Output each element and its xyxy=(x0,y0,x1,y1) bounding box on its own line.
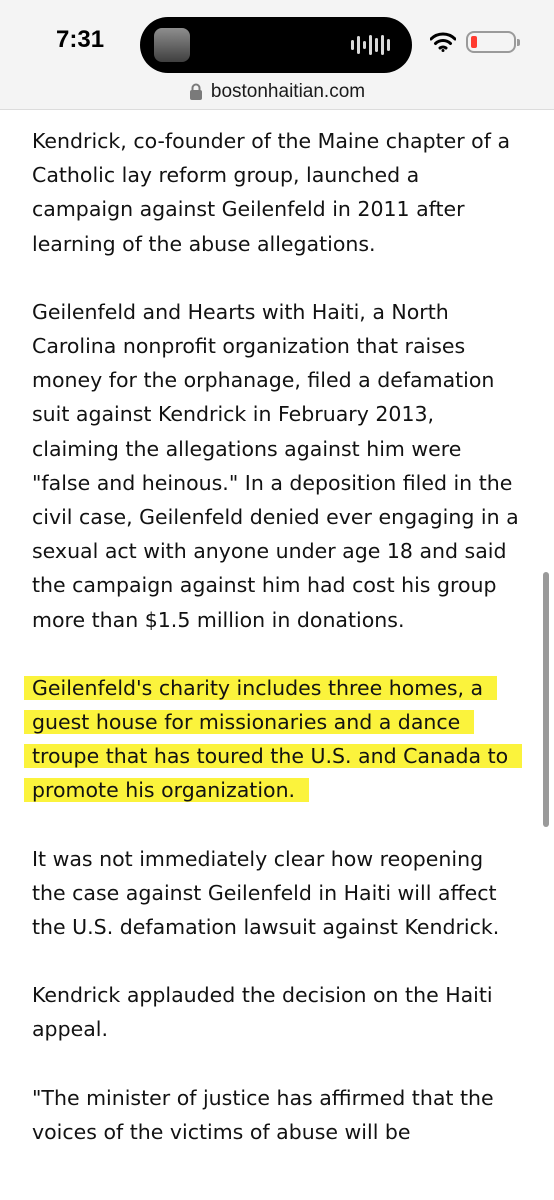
lock-icon xyxy=(189,83,203,100)
url-text[interactable]: bostonhaitian.com xyxy=(210,80,366,102)
address-bar[interactable] xyxy=(0,80,554,110)
article-paragraph-highlighted xyxy=(32,671,522,808)
article-paragraph: "The minister of justice has affirmed that the voices of the victims of abuse will be xyxy=(32,1085,494,1144)
highlighted-text: Geilenfeld's charity includes three homes, a guest house for missionaries and a dance troupe that has toured the U.S. and Canada to promote his organization. xyxy=(32,675,509,803)
audio-waveform-icon xyxy=(351,34,390,56)
article-paragraph: Kendrick, co-founder of the Maine chapter of a Catholic lay reform group, launched a campaign against Geilenfeld in 2011 after learning of the abuse allegations. xyxy=(32,129,511,256)
scrollbar-thumb[interactable] xyxy=(543,572,549,827)
battery-level xyxy=(471,36,477,48)
article-paragraph: Kendrick applauded the decision on the Haiti appeal. xyxy=(32,983,493,1042)
dynamic-island[interactable] xyxy=(140,17,412,73)
article-body xyxy=(32,124,522,1183)
status-time: 7:31 xyxy=(56,26,105,53)
status-bar xyxy=(0,0,554,80)
wifi-icon xyxy=(430,32,456,52)
article-paragraph: It was not immediately clear how reopening the case against Geilenfeld in Haiti will affect the U.S. defamation lawsuit against Kendrick. xyxy=(32,846,500,940)
battery-icon xyxy=(466,31,516,53)
now-playing-artwork-icon xyxy=(154,28,190,62)
article-paragraph: Geilenfeld and Hearts with Haiti, a North Carolina nonprofit organization that raises money for the orphanage, filed a defamation suit against Kendrick in February 2013, claiming the allegations against him were "false and heinous." In a deposition filed in the civil case, Geilenfeld denied ever engaging in a sexual act with anyone under age 18 and said the campaign against him had cost his group more than $1.5 million in donations. xyxy=(32,299,519,632)
